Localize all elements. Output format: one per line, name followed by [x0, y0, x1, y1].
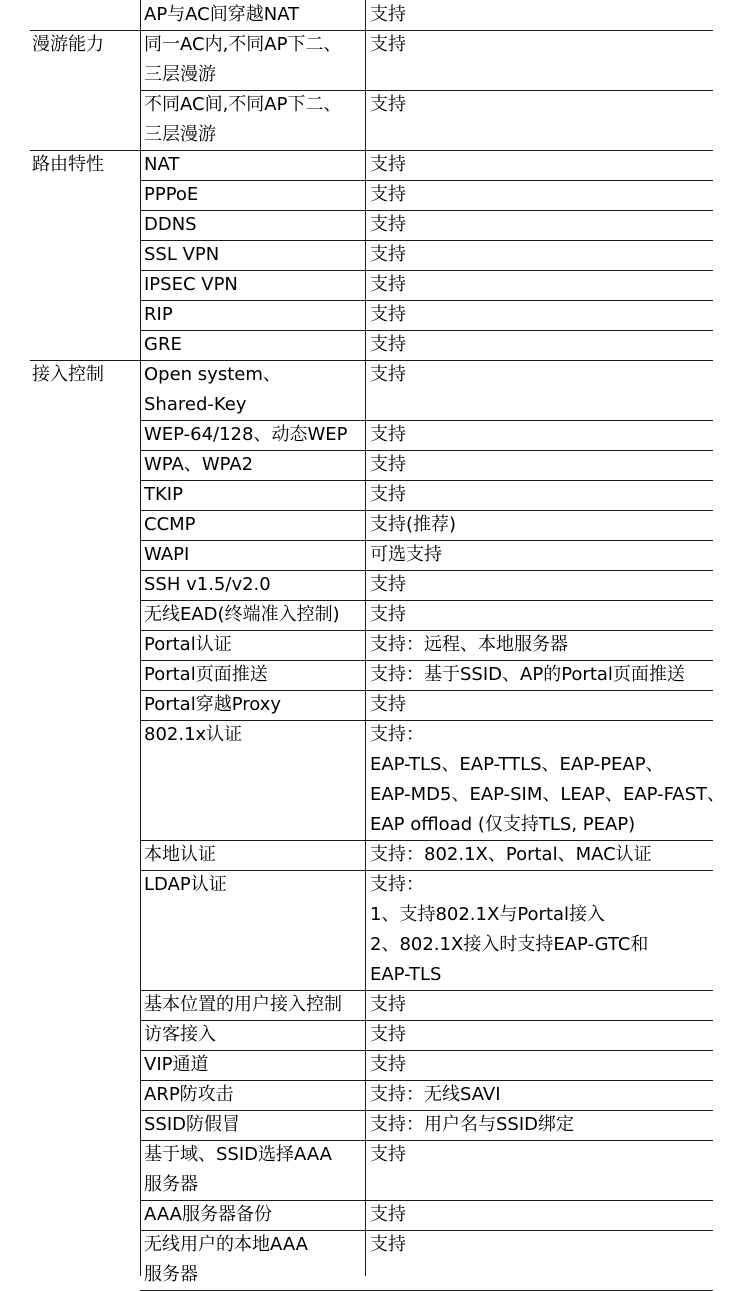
- feature-cell-text: Open system、: [144, 364, 281, 385]
- feature-cell-text: 本地认证: [144, 844, 216, 865]
- feature-cell-text: 三层漫游: [144, 124, 216, 145]
- feature-cell-text: 无线用户的本地AAA: [144, 1234, 308, 1255]
- value-cell-text: 支持：无线SAVI: [370, 1084, 501, 1105]
- value-cell-text: 2、802.1X接入时支持EAP-GTC和: [370, 934, 649, 955]
- value-cell-text: 支持: [370, 4, 406, 25]
- value-cell-text: 支持: [370, 304, 406, 325]
- value-cell-text: 支持: [370, 244, 406, 265]
- value-cell-text: 支持: [370, 214, 406, 235]
- feature-cell-text: AAA服务器备份: [144, 1204, 272, 1225]
- feature-cell-text: TKIP: [144, 484, 183, 505]
- feature-cell-text: 三层漫游: [144, 64, 216, 85]
- feature-cell-text: 基于域、SSID选择AAA: [144, 1144, 332, 1165]
- row-divider: [140, 1050, 713, 1051]
- row-divider: [140, 210, 713, 211]
- value-cell-text: 支持: [370, 34, 406, 55]
- feature-cell-text: SSH v1.5/v2.0: [144, 574, 271, 595]
- value-cell-text: 支持: [370, 454, 406, 475]
- feature-cell-text: 访客接入: [144, 1024, 216, 1045]
- value-cell-text: 支持(推荐): [370, 514, 457, 535]
- feature-cell-text: VIP通道: [144, 1054, 209, 1075]
- feature-cell-text: ARP防攻击: [144, 1084, 234, 1105]
- value-cell-text: 支持: [370, 94, 406, 115]
- value-cell-text: 支持: [370, 154, 406, 175]
- value-cell-text: EAP-MD5、EAP-SIM、LEAP、EAP-FAST、: [370, 784, 726, 805]
- feature-cell-text: NAT: [144, 154, 180, 175]
- value-cell-text: EAP-TLS、EAP-TTLS、EAP-PEAP、: [370, 754, 664, 775]
- row-divider: [140, 480, 713, 481]
- row-divider: [140, 300, 713, 301]
- value-cell-text: 支持: [370, 1024, 406, 1045]
- feature-cell-text: AP与AC间穿越NAT: [144, 4, 300, 25]
- category-label: 路由特性: [32, 154, 104, 175]
- feature-cell-text: WPA、WPA2: [144, 454, 254, 475]
- value-cell-text: 1、支持802.1X与Portal接入: [370, 904, 606, 925]
- value-cell-text: 支持：用户名与SSID绑定: [370, 1114, 575, 1135]
- feature-cell-text: 同一AC内,不同AP下二、: [144, 34, 342, 55]
- feature-cell-text: 服务器: [144, 1174, 198, 1195]
- feature-cell-text: 基本位置的用户接入控制: [144, 994, 342, 1015]
- value-cell-text: 可选支持: [370, 544, 442, 565]
- feature-cell-text: 802.1x认证: [144, 724, 243, 745]
- value-cell-text: 支持：: [370, 724, 424, 745]
- value-cell-text: 支持: [370, 364, 406, 385]
- value-cell-text: 支持: [370, 334, 406, 355]
- value-cell-text: 支持: [370, 274, 406, 295]
- feature-cell-text: CCMP: [144, 514, 196, 535]
- column-divider-right: [365, 0, 366, 1276]
- value-cell-text: 支持: [370, 1234, 406, 1255]
- feature-cell-text: 不同AC间,不同AP下二、: [144, 94, 342, 115]
- value-cell-text: 支持：802.1X、Portal、MAC认证: [370, 844, 652, 865]
- column-divider-left: [140, 0, 141, 1276]
- feature-cell-text: DDNS: [144, 214, 197, 235]
- value-cell-text: 支持：: [370, 874, 424, 895]
- value-cell-text: EAP offload (仅支持TLS, PEAP): [370, 814, 636, 835]
- feature-cell-text: RIP: [144, 304, 173, 325]
- value-cell-text: 支持: [370, 184, 406, 205]
- value-cell-text: 支持: [370, 694, 406, 715]
- row-divider: [140, 240, 713, 241]
- feature-cell-text: Portal穿越Proxy: [144, 694, 282, 715]
- value-cell-text: 支持: [370, 424, 406, 445]
- feature-cell-text: SSID防假冒: [144, 1114, 241, 1135]
- feature-cell-text: Shared-Key: [144, 394, 247, 415]
- feature-cell-text: Portal认证: [144, 634, 232, 655]
- value-cell-text: 支持: [370, 484, 406, 505]
- row-divider: [140, 330, 713, 331]
- feature-cell-text: 无线EAD(终端准入控制): [144, 604, 340, 625]
- feature-cell-text: PPPoE: [144, 184, 199, 205]
- feature-cell-text: WAPI: [144, 544, 190, 565]
- value-cell-text: 支持: [370, 994, 406, 1015]
- value-cell-text: EAP-TLS: [370, 964, 442, 985]
- row-divider: [140, 1020, 713, 1021]
- value-cell-text: 支持: [370, 604, 406, 625]
- feature-cell-text: LDAP认证: [144, 874, 227, 895]
- value-cell-text: 支持: [370, 574, 406, 595]
- value-cell-text: 支持：远程、本地服务器: [370, 634, 568, 655]
- row-divider: [140, 180, 713, 181]
- feature-cell-text: 服务器: [144, 1264, 198, 1285]
- feature-cell-text: WEP-64/128、动态WEP: [144, 424, 348, 445]
- feature-cell-text: IPSEC VPN: [144, 274, 238, 295]
- value-cell-text: 支持: [370, 1204, 406, 1225]
- feature-cell-text: GRE: [144, 334, 182, 355]
- value-cell-text: 支持: [370, 1054, 406, 1075]
- category-label: 漫游能力: [32, 34, 104, 55]
- feature-cell-text: Portal页面推送: [144, 664, 268, 685]
- value-cell-text: 支持: [370, 1144, 406, 1165]
- category-label: 接入控制: [32, 364, 104, 385]
- value-cell-text: 支持：基于SSID、AP的Portal页面推送: [370, 664, 685, 685]
- feature-cell-text: SSL VPN: [144, 244, 220, 265]
